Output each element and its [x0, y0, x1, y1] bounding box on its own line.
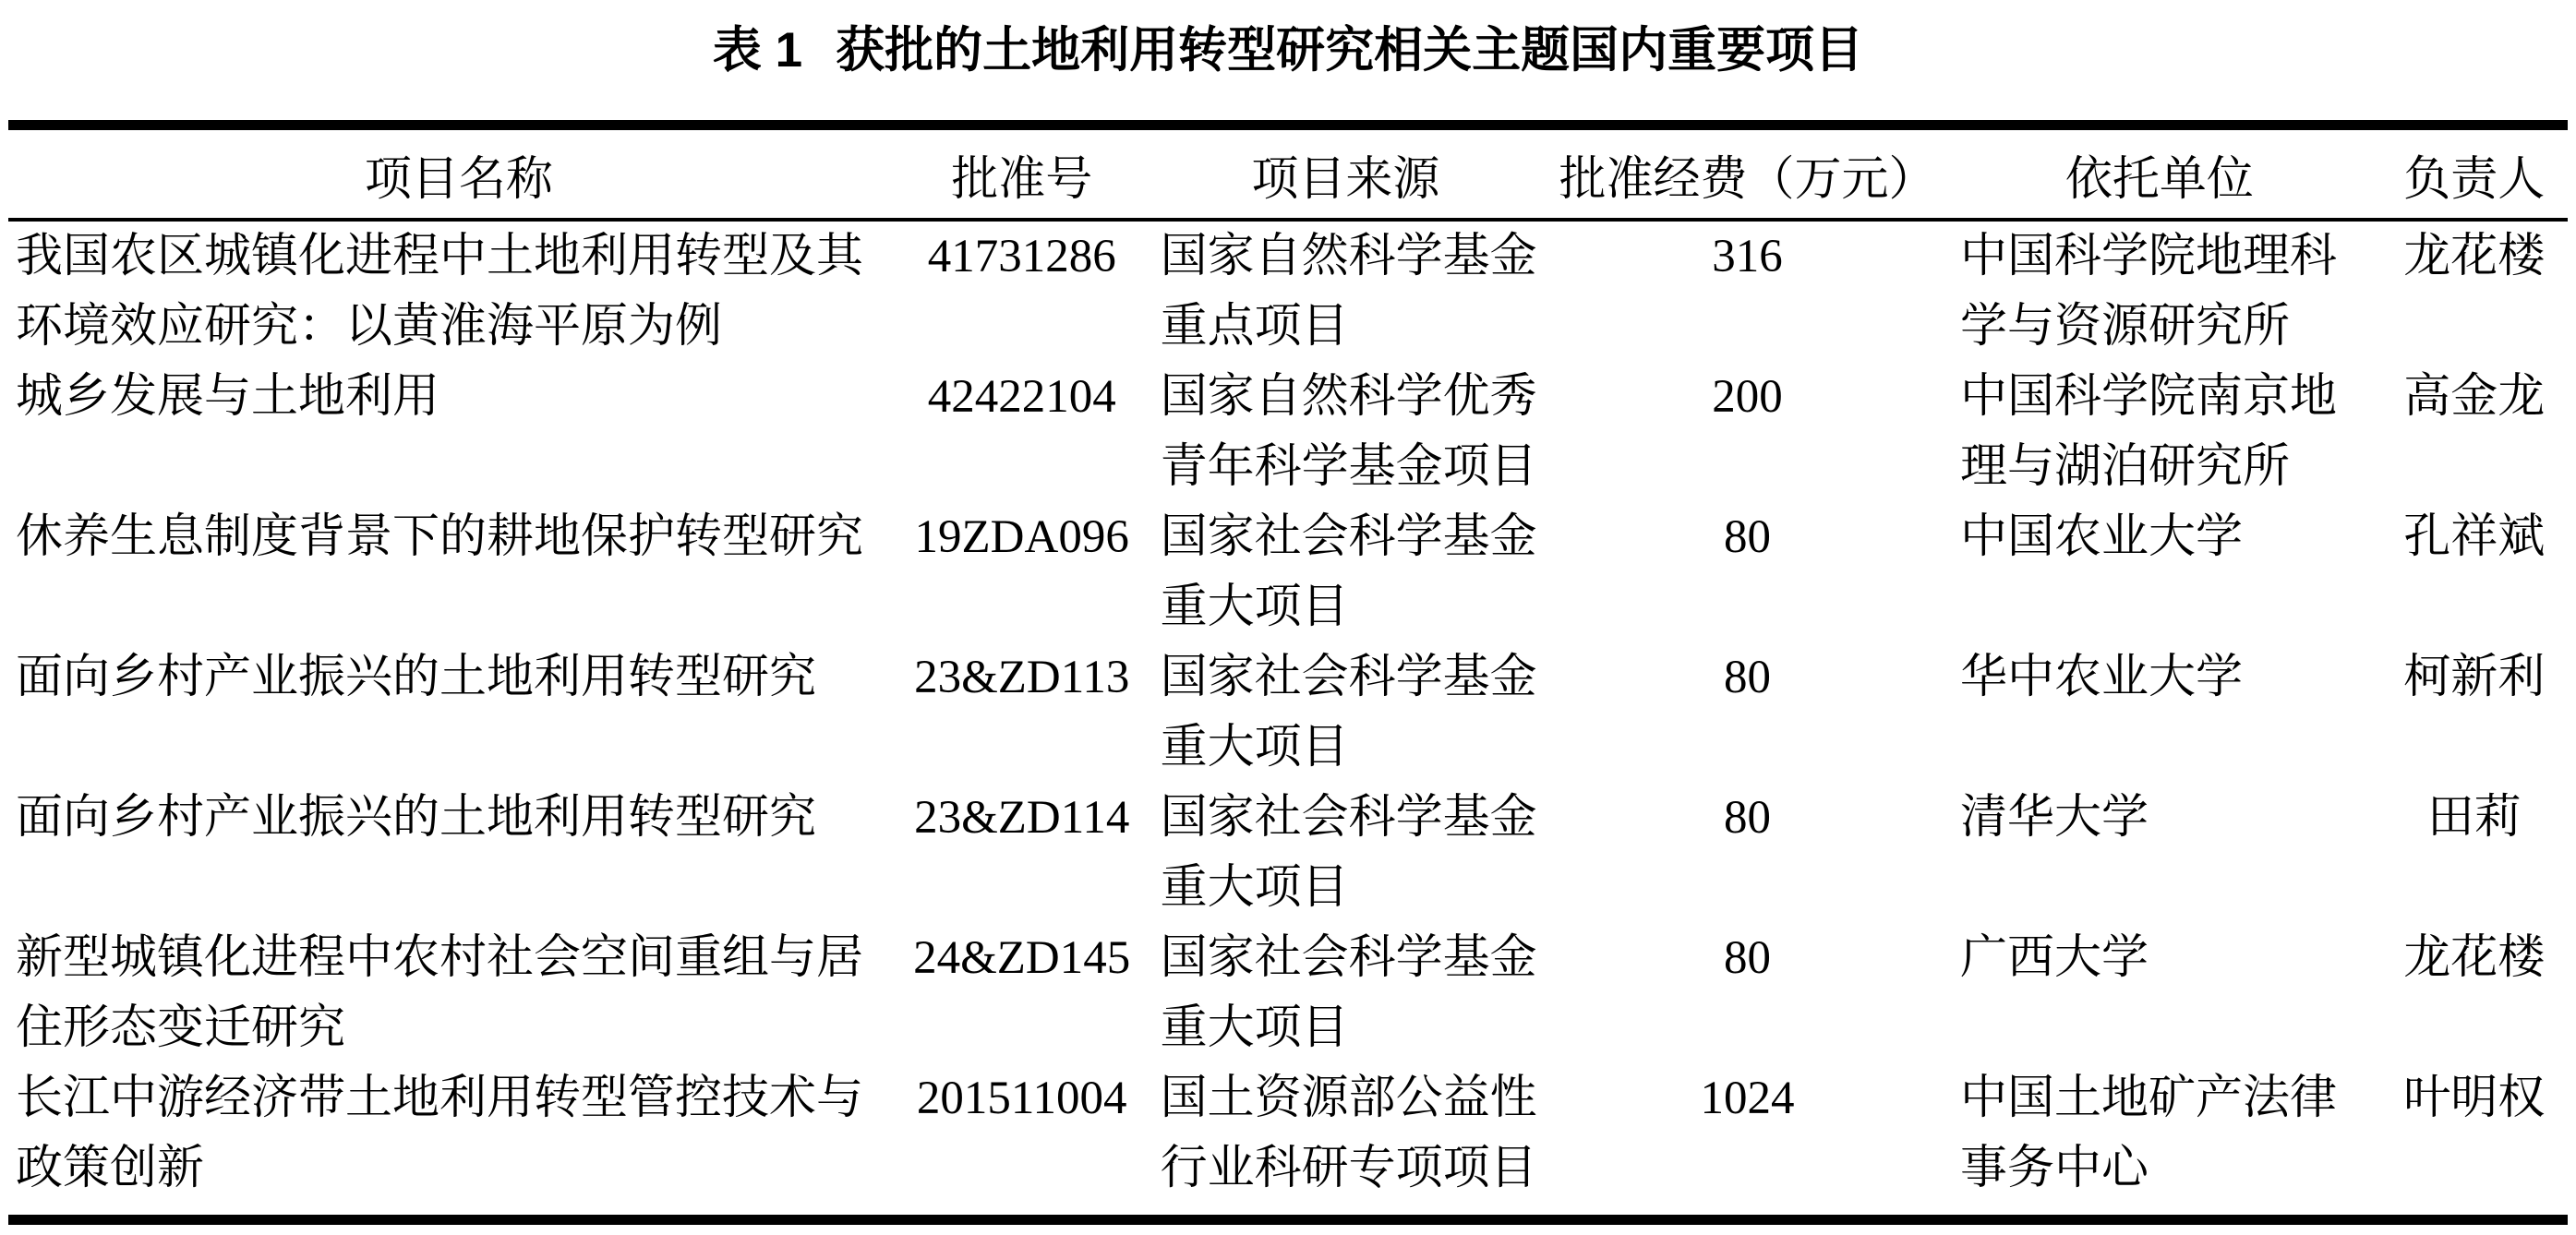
cell-project-name: 我国农区城镇化进程中土地利用转型及其 环境效应研究：以黄淮海平原为例 — [16, 231, 864, 353]
cell-project-name: 城乡发展与土地利用 — [16, 371, 440, 423]
cell-funding: 316 — [1712, 231, 1783, 282]
table-row — [8, 642, 2568, 783]
cell-institution: 中国科学院南京地 理与湖泊研究所 — [1960, 371, 2338, 493]
cell-grant-number: 201511004 — [916, 1073, 1127, 1124]
column-header-leader: 负责人 — [2403, 153, 2546, 206]
table-body — [8, 222, 2568, 1215]
cell-leader: 田莉 — [2426, 792, 2522, 844]
column-header-project-source: 项目来源 — [1251, 153, 1440, 206]
data-table — [8, 120, 2568, 1225]
cell-leader: 孔祥斌 — [2403, 511, 2546, 563]
table-row — [8, 783, 2568, 923]
cell-leader: 柯新利 — [2403, 652, 2546, 703]
cell-funding: 80 — [1724, 792, 1772, 844]
cell-project-name: 新型城镇化进程中农村社会空间重组与居 住形态变迁研究 — [16, 932, 864, 1054]
cell-funding: 80 — [1724, 932, 1772, 984]
table-row — [8, 1063, 2568, 1204]
table-top-rule — [8, 120, 2568, 130]
cell-project-source: 国家社会科学基金 重大项目 — [1160, 932, 1537, 1054]
table-bottom-rule — [8, 1215, 2568, 1225]
cell-project-name: 休养生息制度背景下的耕地保护转型研究 — [16, 511, 864, 563]
table-row — [8, 362, 2568, 502]
column-header-grant-number: 批准号 — [951, 153, 1093, 206]
cell-funding: 1024 — [1700, 1073, 1795, 1124]
table-row — [8, 222, 2568, 362]
cell-project-source: 国土资源部公益性 行业科研专项项目 — [1160, 1073, 1537, 1194]
table-caption — [0, 0, 2576, 120]
cell-leader: 龙花楼 — [2403, 932, 2546, 984]
cell-leader: 高金龙 — [2403, 371, 2546, 423]
table-header-row — [8, 130, 2568, 218]
cell-funding: 80 — [1724, 511, 1772, 563]
cell-project-source: 国家自然科学优秀 青年科学基金项目 — [1160, 371, 1537, 493]
table-row — [8, 923, 2568, 1063]
cell-institution: 中国土地矿产法律 事务中心 — [1960, 1073, 2338, 1194]
cell-project-source: 国家社会科学基金 重大项目 — [1160, 511, 1537, 633]
cell-grant-number: 19ZDA096 — [914, 511, 1129, 563]
cell-institution: 中国农业大学 — [1960, 511, 2244, 563]
cell-leader: 龙花楼 — [2403, 231, 2546, 282]
cell-grant-number: 23&ZD114 — [914, 792, 1130, 844]
cell-project-name: 面向乡村产业振兴的土地利用转型研究 — [16, 792, 817, 844]
cell-institution: 华中农业大学 — [1960, 652, 2244, 703]
cell-funding: 200 — [1712, 371, 1783, 423]
cell-institution: 广西大学 — [1960, 932, 2149, 984]
cell-project-name: 面向乡村产业振兴的土地利用转型研究 — [16, 652, 817, 703]
cell-institution: 中国科学院地理科 学与资源研究所 — [1960, 231, 2338, 353]
cell-grant-number: 23&ZD113 — [914, 652, 1130, 703]
cell-project-source: 国家自然科学基金 重点项目 — [1160, 231, 1537, 353]
cell-grant-number: 41731286 — [927, 231, 1116, 282]
column-header-project-name: 项目名称 — [364, 153, 553, 206]
column-header-funding: 批准经费（万元） — [1559, 153, 1936, 206]
cell-grant-number: 24&ZD145 — [913, 932, 1131, 984]
cell-institution: 清华大学 — [1960, 792, 2149, 844]
table-title-text: 获批的土地利用转型研究相关主题国内重要项目 — [836, 23, 1864, 78]
cell-project-source: 国家社会科学基金 重大项目 — [1160, 792, 1537, 914]
table-row — [8, 502, 2568, 642]
cell-grant-number: 42422104 — [927, 371, 1116, 423]
cell-funding: 80 — [1724, 652, 1772, 703]
cell-project-name: 长江中游经济带土地利用转型管控技术与 政策创新 — [16, 1073, 864, 1194]
cell-leader: 叶明权 — [2403, 1073, 2546, 1124]
column-header-institution: 依托单位 — [2064, 153, 2254, 206]
cell-project-source: 国家社会科学基金 重大项目 — [1160, 652, 1537, 773]
table-number: 表 1 — [712, 23, 803, 78]
